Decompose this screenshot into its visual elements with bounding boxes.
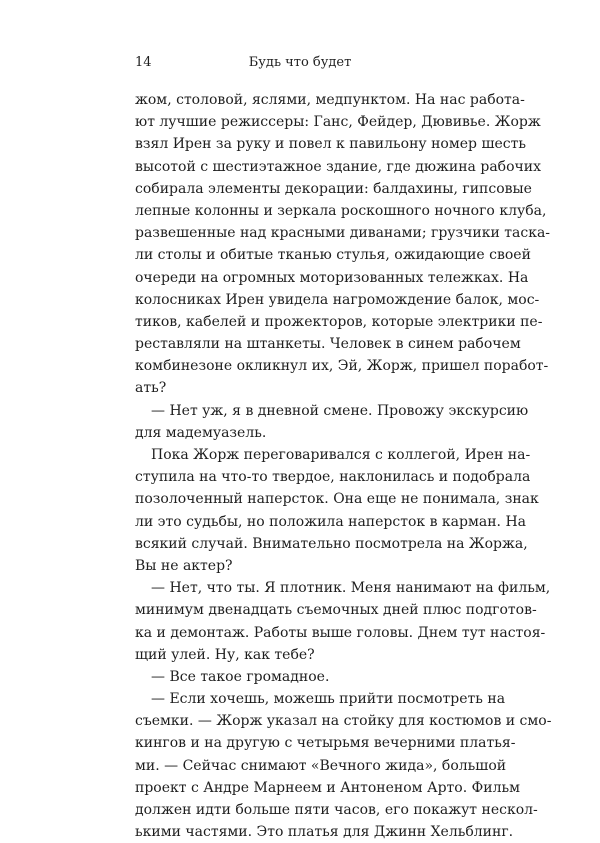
text-line: ькими частями. Это платья для Джинн Хельблинг. [135,824,514,841]
text-line: комбинезоне окликнул их, Эй, Жорж, пришел поработ- [135,358,549,375]
text-line: ать? [135,380,167,397]
body-text [135,89,552,843]
text-line: жом, столовой, яслями, медпунктом. На нас работа- [135,92,525,108]
page-number: 14 [135,55,152,70]
text-line: ступила на что-то твердое, наклонилась и подобрала [135,469,531,486]
text-line: — Нет, что ты. Я плотник. Меня нанимают на фильм, [151,580,551,597]
text-line: ми. — Сейчас снимают «Вечного жида», большой [135,757,507,774]
text-line: — Если хочешь, можешь прийти посмотреть на [151,691,506,708]
text-line: очереди на огромных моторизованных тележках. На [135,269,529,286]
text-line: Вы не актер? [135,557,233,574]
running-title: Будь что будет [248,55,352,70]
text-line: позолоченный наперсток. Она еще не понимала, знак [135,491,539,508]
text-line: всякий случай. Внимательно посмотрела на Жоржа, [135,535,528,552]
text-line: реставляли на штанкеты. Человек в синем рабочем [135,336,521,353]
text-line: щий улей. Ну, как тебе? [135,646,315,663]
text-line: ют лучшие режиссеры: Ганс, Фейдер, Дювивье. Жорж [135,114,541,131]
text-line: проект с Андре Марнеем и Антоненом Арто. Фильм [135,779,520,796]
text-line: ка и демонтаж. Работы выше головы. Днем тут настоя- [135,624,546,641]
text-line: ли это судьбы, но положила наперсток в карман. На [135,513,527,530]
text-line: колосниках Ирен увидела нагромождение балок, мос- [135,291,540,308]
text-line: — Нет уж, я в дневной смене. Провожу экскурсию [151,402,529,419]
text-line: съемки. — Жорж указал на стойку для костюмов и смо- [135,713,552,730]
text-line: собирала элементы декорации: балдахины, гипсовые [135,180,532,197]
text-line: Пока Жорж переговаривался с коллегой, Ирен на- [151,447,531,463]
text-line: лепные колонны и зеркала роскошного ночного клуба, [135,202,547,219]
text-line: для мадемуазель. [135,424,267,441]
text-line: должен идти больше пяти часов, его покажут нескол- [135,802,538,818]
text-line: тиков, кабелей и прожекторов, которые электрики пе- [135,313,543,330]
text-line: — Все такое громадное. [151,668,330,685]
text-line: кингов и на другую с четырьмя вечерними платья- [135,735,516,752]
text-line: развешенные над красными диванами; грузчики таска- [135,225,551,242]
text-line: ли столы и обитые тканью стулья, ожидающие своей [135,247,531,264]
text-line: взял Ирен за руку и повел к павильону номер шесть [135,136,526,153]
text-line: высотой с шестиэтажное здание, где дюжина рабочих [135,158,541,175]
text-line: минимум двенадцать съемочных дней плюс подготов- [135,602,537,619]
